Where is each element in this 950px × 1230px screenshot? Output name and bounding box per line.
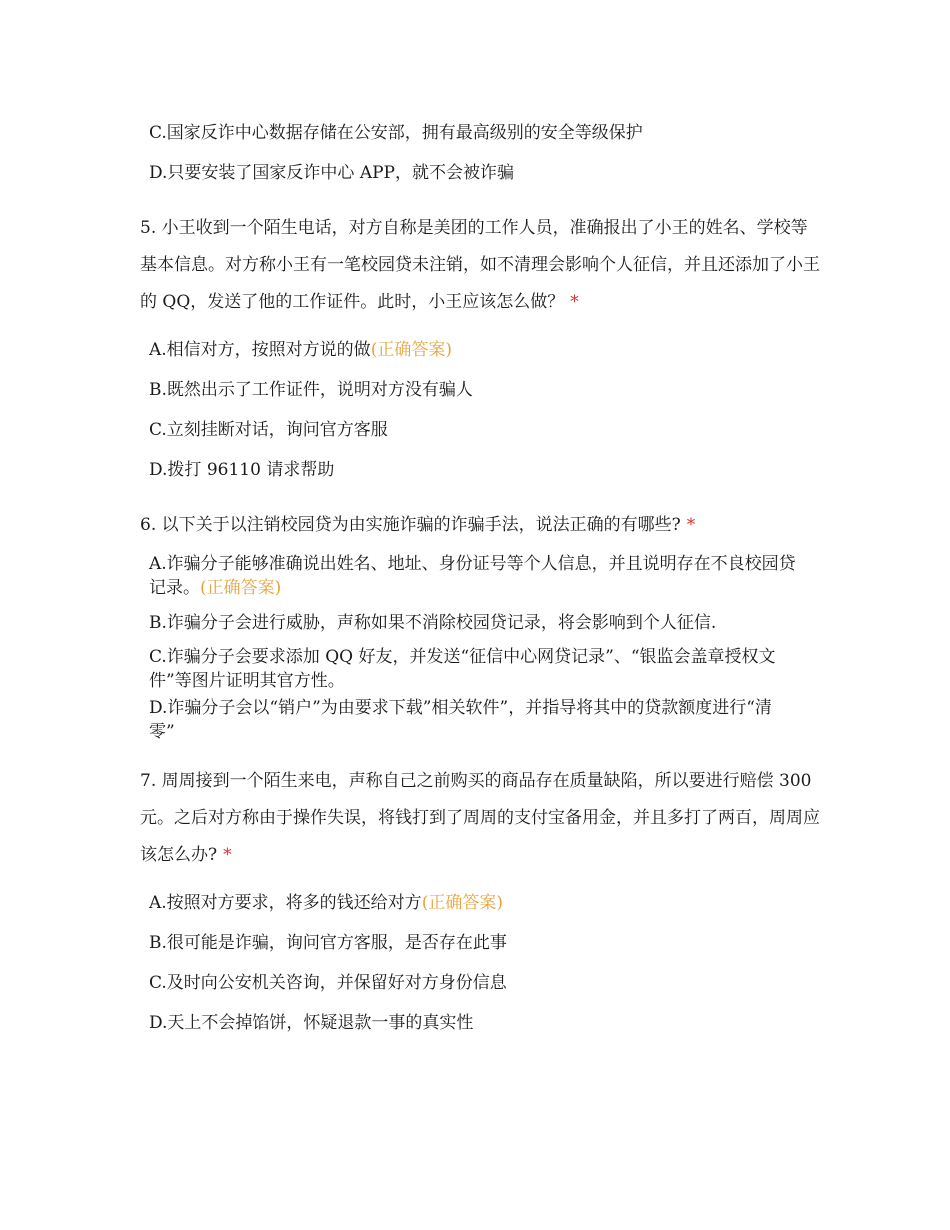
required-mark: *: [223, 845, 232, 865]
q6-option-d[interactable]: [149, 696, 789, 744]
option-text: D.拨打 96110 请求帮助: [149, 460, 335, 480]
correct-answer-tag: (正确答案): [200, 578, 282, 598]
q4-option-d[interactable]: [149, 161, 819, 185]
option-text: B.既然出示了工作证件，说明对方没有骗人: [149, 380, 473, 400]
question-text: 6. 以下关于以注销校园贷为由实施诈骗的诈骗手法，说法正确的有哪些?: [140, 515, 681, 535]
option-text: D.天上不会掉馅饼，怀疑退款一事的真实性: [149, 1013, 474, 1033]
option-text: C.及时向公安机关咨询，并保留好对方身份信息: [149, 973, 507, 993]
q6-option-a[interactable]: [149, 552, 809, 600]
q5-option-a[interactable]: [149, 338, 819, 362]
option-text: A.按照对方要求，将多的钱还给对方: [149, 893, 422, 913]
required-mark: *: [686, 515, 696, 535]
option-text: A.相信对方，按照对方说的做: [149, 340, 371, 360]
q6-option-b[interactable]: [149, 611, 819, 635]
q7-option-b[interactable]: [149, 931, 819, 955]
option-text: A.诈骗分子能够准确说出姓名、地址、身份证号等个人信息，并且说明存在不良校园贷记录。: [149, 554, 796, 598]
option-text: D.诈骗分子会以“销户”为由要求下载”相关软件”，并指导将其中的贷款额度进行“清零”: [149, 698, 772, 742]
q5-option-b[interactable]: [149, 378, 819, 402]
question-6: [140, 513, 820, 537]
correct-answer-tag: (正确答案): [421, 893, 503, 913]
q4-option-c[interactable]: [149, 121, 819, 145]
q7-option-d[interactable]: [149, 1011, 819, 1035]
option-text: C.诈骗分子会要求添加 QQ 好友，并发送“征信中心网贷记录”、“银监会盖章授权文件”等图片证明其官方性。: [149, 647, 776, 691]
option-text: C.立刻挂断对话，询问官方客服: [149, 420, 388, 440]
q5-option-c[interactable]: [149, 418, 819, 442]
q7-option-a[interactable]: [149, 891, 819, 915]
option-text: B.诈骗分子会进行威胁，声称如果不消除校园贷记录，将会影响到个人征信.: [149, 613, 717, 633]
option-text: B.很可能是诈骗，询问官方客服，是否存在此事: [149, 933, 507, 953]
correct-answer-tag: (正确答案): [370, 340, 452, 360]
question-text: 5. 小王收到一个陌生电话，对方自称是美团的工作人员，准确报出了小王的姓名、学校等基本信息。对方称小王有一笔校园贷未注销，如不清理会影响个人征信，并且还添加了小王的 QQ，发送了他的工作证件。此时，小王应该怎么做？: [140, 218, 820, 312]
option-text: D.只要安装了国家反诈中心 APP，就不会被诈骗: [149, 163, 514, 183]
question-7: [140, 763, 820, 874]
option-text: C.国家反诈中心数据存储在公安部，拥有最高级别的安全等级保护: [149, 123, 643, 143]
required-mark: *: [570, 292, 579, 312]
q6-option-c[interactable]: [149, 645, 809, 693]
q7-option-c[interactable]: [149, 971, 819, 995]
question-text: 7. 周周接到一个陌生来电，声称自己之前购买的商品存在质量缺陷，所以要进行赔偿 300 元。之后对方称由于操作失误，将钱打到了周周的支付宝备用金，并且多打了两百，周周应该怎么办?: [140, 771, 820, 865]
question-5: [140, 210, 820, 321]
q5-option-d[interactable]: [149, 458, 819, 482]
